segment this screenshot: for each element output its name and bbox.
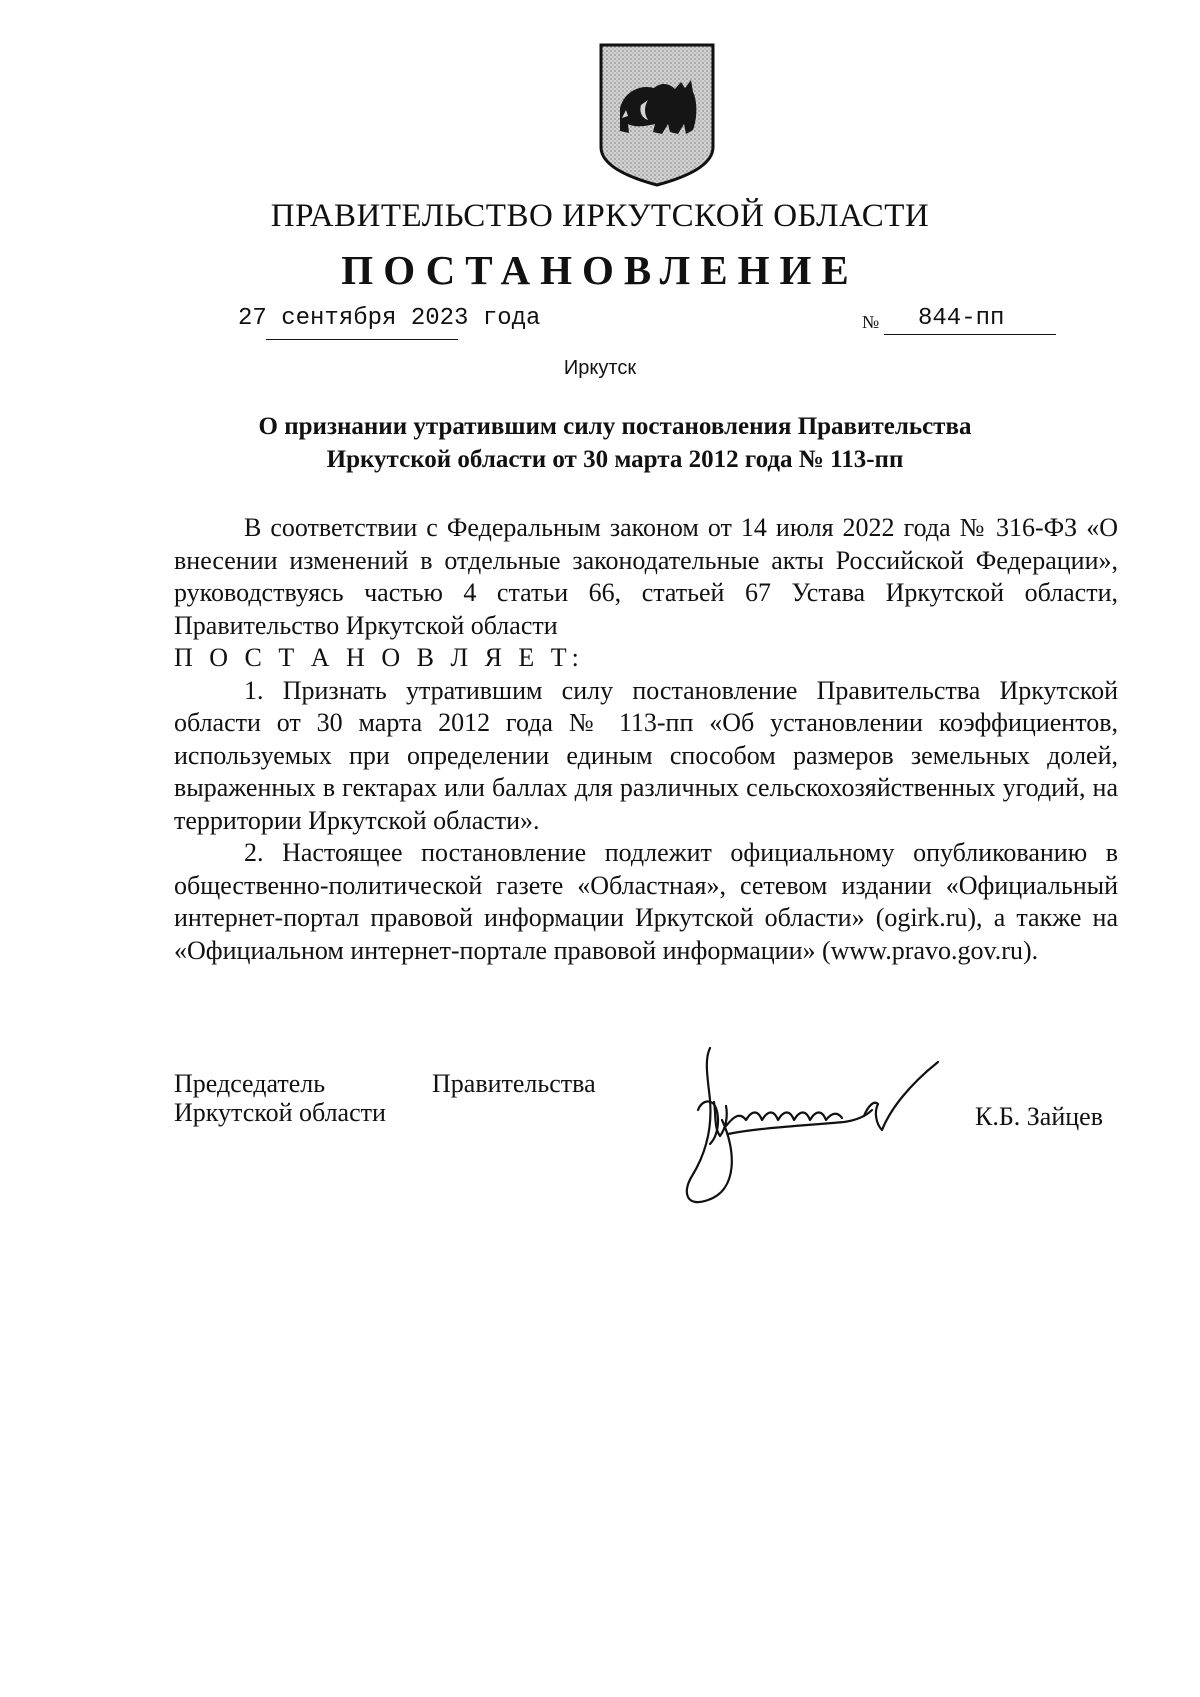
date-underline [266,339,458,340]
government-name: ПРАВИТЕЛЬСТВО ИРКУТСКОЙ ОБЛАСТИ [270,198,930,234]
preamble-paragraph: В соответствии с Федеральным законом от 14 июля 2022 года № 316-ФЗ «О внесении изменений в отдельные законодательные акты Российской Федерации», руководствуясь частью 4 статьи 66, статьей 67 Устава Иркутской области, Правительство Иркутской области [174,513,1118,640]
signatory-position-part2: Правительства [432,1069,596,1098]
handwritten-signature [668,1040,978,1210]
clause-2: 2. Настоящее постановление подлежит официальному опубликованию в общественно-политической газете «Областная», сетевом издании «Официальный интернет-портал правовой информации Иркутской области» (ogirk.ru), а также на «Официальном интернет-портале правовой информации» (www.pravo.gov.ru). [174,838,1118,965]
signer-name: К.Б. Зайцев [975,1102,1103,1131]
document-number: 844-пп [918,305,1005,332]
city-name: Иркутск [563,357,637,379]
document-body [174,512,1118,967]
signatory-position-part1: Председатель [174,1069,326,1098]
subject-line-2: Иркутской области от 30 марта 2012 года № 113-пп [326,446,904,473]
subject-line-1: О признании утратившим силу постановления Правительства [258,413,972,440]
signatory-position-part3: Иркутской области [174,1098,386,1127]
decree-word: П О С Т А Н О В Л Я Е Т: [174,643,584,672]
number-underline [884,334,1056,335]
document-type-title: ПОСТАНОВЛЕНИЕ [341,247,859,293]
document-subject [200,410,1030,476]
document-date: 27 сентября 2023 года [238,305,541,332]
number-sign: № [862,312,880,332]
clause-1: 1. Признать утратившим силу постановление Правительства Иркутской области от 30 марта 2012 года № 113-пп «Об установлении коэффициентов, используемых при определении единым способом размеров земельных долей, выраженных в гектарах или баллах для различных сельскохозяйственных угодий, на территории Иркутской области». [174,675,1118,835]
coat-of-arms-emblem [598,42,716,188]
